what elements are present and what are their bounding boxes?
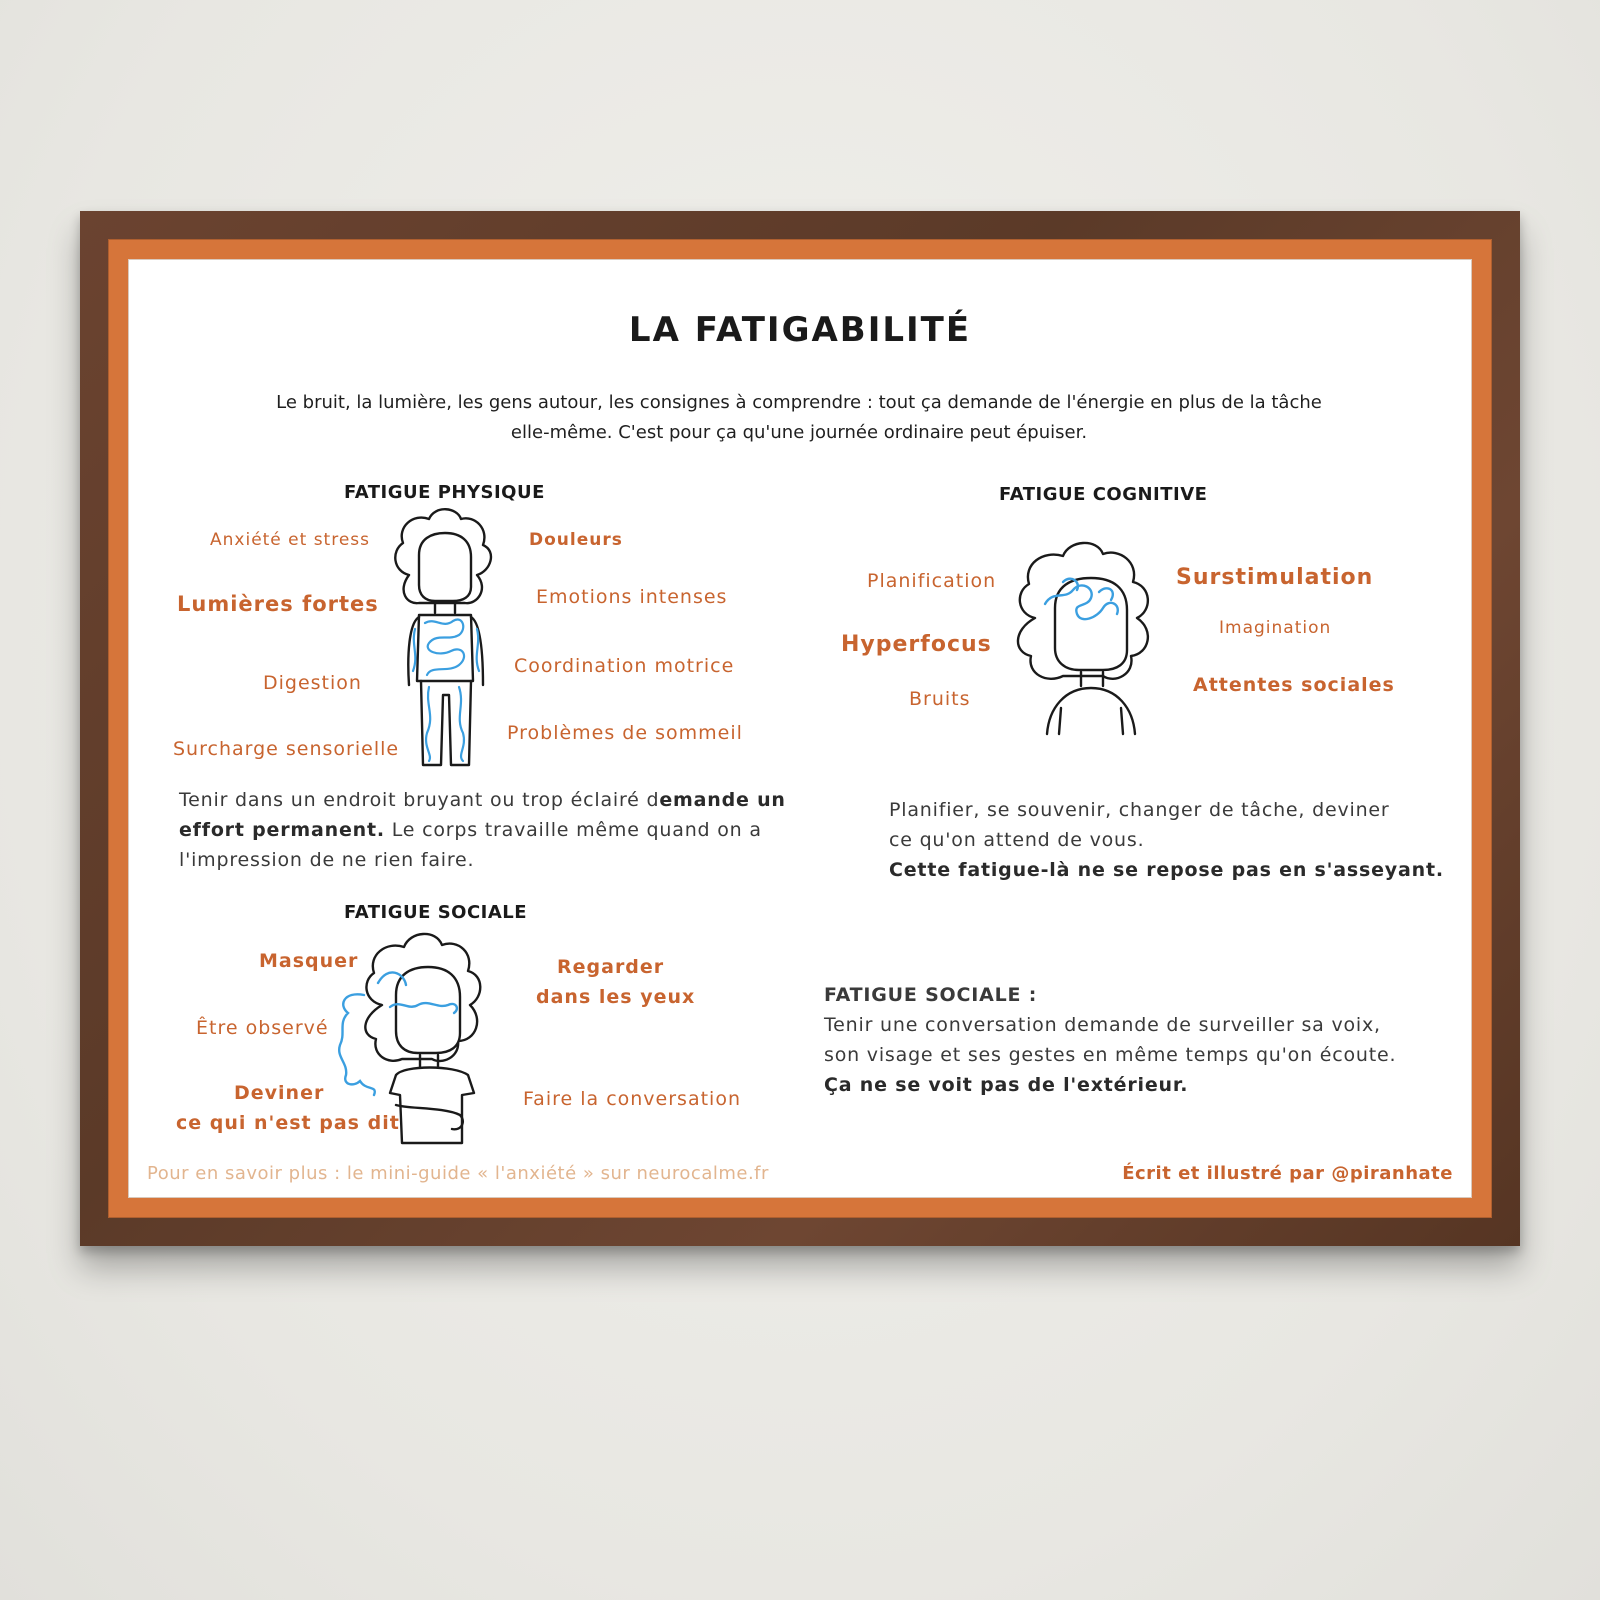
label-hyperfocus: Hyperfocus <box>841 632 992 657</box>
label-surcharge: Surcharge sensorielle <box>173 738 400 760</box>
label-conversation: Faire la conversation <box>523 1088 741 1110</box>
label-sommeil: Problèmes de sommeil <box>507 722 743 744</box>
frame-mat <box>108 239 1492 1218</box>
picture-frame <box>80 211 1520 1246</box>
intro-text <box>189 388 1409 448</box>
intro-line-2: elle-même. C'est pour ça qu'une journée ordinaire peut épuiser. <box>510 422 1088 443</box>
footer-source: Pour en savoir plus : le mini-guide « l'anxiété » sur neurocalme.fr <box>147 1163 769 1184</box>
label-lumieres: Lumières fortes <box>177 592 379 616</box>
sociale-box <box>824 980 1464 1100</box>
physique-title: FATIGUE PHYSIQUE <box>344 482 545 503</box>
cognitive-para-bold: Cette fatigue-là ne se repose pas en s'asseyant. <box>889 859 1444 881</box>
label-deviner-2: ce qui n'est pas dit <box>176 1112 400 1134</box>
physique-para-part1: Tenir dans un endroit bruyant ou trop éclairé d <box>179 789 660 811</box>
cognitive-title: FATIGUE COGNITIVE <box>999 484 1208 505</box>
label-deviner-1: Deviner <box>234 1082 325 1104</box>
label-regarder-1: Regarder <box>557 956 665 978</box>
label-coordination: Coordination motrice <box>514 655 735 677</box>
label-douleurs: Douleurs <box>529 530 623 550</box>
label-regarder-2: dans les yeux <box>536 986 696 1008</box>
sociale-box-line1: Tenir une conversation demande de surveiller sa voix, <box>824 1014 1381 1036</box>
cognitive-paragraph <box>889 795 1509 885</box>
physique-para-part2: Le corps travaille même quand on a l'impression de ne rien faire. <box>179 819 762 871</box>
cognitive-para-line2: ce qu'on attend de vous. <box>889 829 1145 851</box>
footer-credit: Écrit et illustré par @piranhate <box>1122 1163 1453 1184</box>
body-figure-icon <box>379 505 509 775</box>
sociale-box-line2: son visage et ses gestes en même temps qu'on écoute. <box>824 1044 1397 1066</box>
sociale-box-bold: Ça ne se voit pas de l'extérieur. <box>824 1074 1189 1096</box>
intro-line-1: Le bruit, la lumière, les gens autour, les consignes à comprendre : tout ça demande de l'énergie en plus de la tâche <box>276 392 1322 413</box>
label-emotions: Emotions intenses <box>536 586 728 608</box>
sociale-box-title: FATIGUE SOCIALE : <box>824 984 1038 1006</box>
social-figure-icon <box>334 925 514 1150</box>
cognitive-para-line1: Planifier, se souvenir, changer de tâche, deviner <box>889 799 1390 821</box>
label-bruits: Bruits <box>909 688 971 710</box>
poster-title: LA FATIGABILITÉ <box>628 310 972 350</box>
label-surstimulation: Surstimulation <box>1176 565 1374 590</box>
poster <box>128 259 1472 1198</box>
head-figure-icon <box>1007 538 1177 738</box>
label-masquer: Masquer <box>259 950 359 972</box>
label-attentes: Attentes sociales <box>1193 674 1395 696</box>
label-observe: Être observé <box>196 1017 329 1039</box>
label-planification: Planification <box>867 570 997 592</box>
physique-paragraph <box>179 785 799 875</box>
label-digestion: Digestion <box>263 672 362 694</box>
physique-para-bold: emande un effort permanent. <box>179 789 786 841</box>
label-imagination: Imagination <box>1219 618 1332 638</box>
label-anxiete: Anxiété et stress <box>210 530 371 550</box>
sociale-title: FATIGUE SOCIALE <box>344 902 528 923</box>
